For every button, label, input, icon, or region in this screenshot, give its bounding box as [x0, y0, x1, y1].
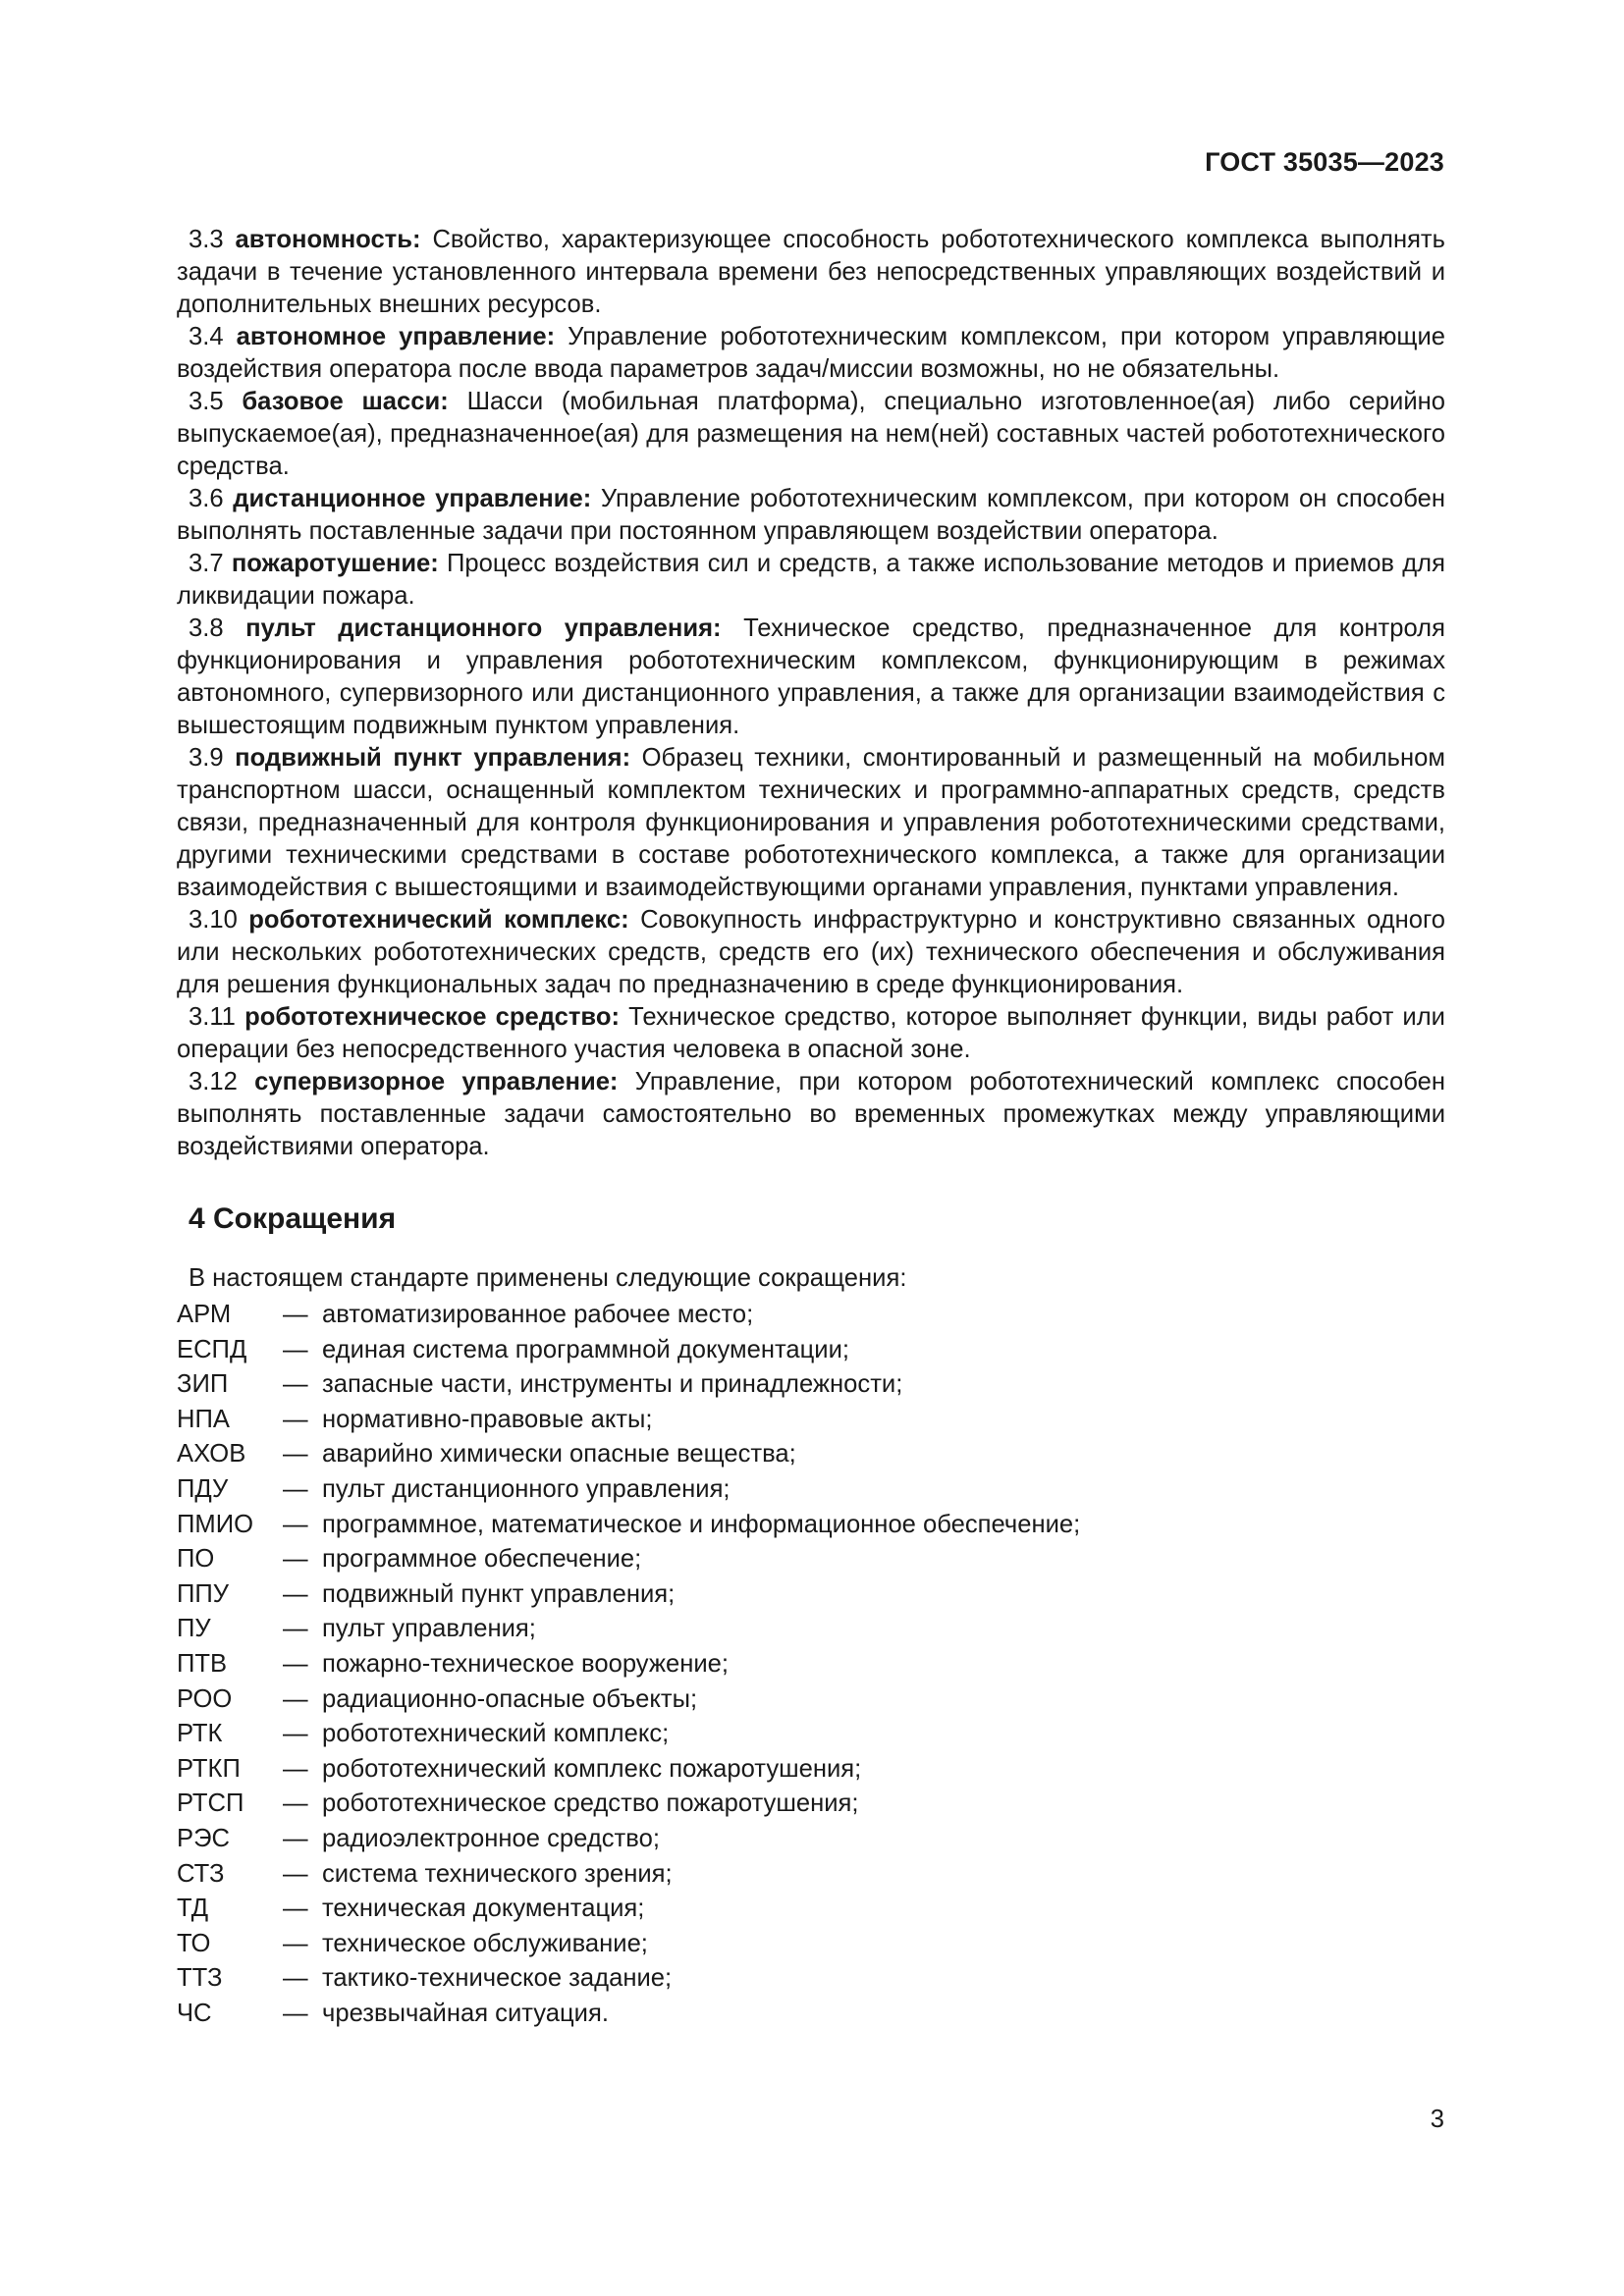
abbreviation-definition: робототехническое средство пожаротушения; — [322, 1789, 859, 1818]
abbreviation-row — [177, 1752, 1445, 1788]
term-number: 3.7 — [189, 550, 224, 577]
abbreviation-dash: — — [283, 1824, 308, 1852]
term-definition: Управление, при котором робототехнический комплекс способен выполнять поставленные задачи самостоятельно во временных промежутках между управляющими воздействиями оператора. — [177, 1068, 1445, 1160]
abbreviation-row — [177, 1542, 1445, 1577]
abbreviation-code: ТД — [177, 1895, 209, 1923]
abbreviation-dash: — — [283, 1895, 308, 1923]
abbreviation-definition: система технического зрения; — [322, 1859, 673, 1888]
abbreviation-row — [177, 1682, 1445, 1718]
abbreviation-code: СТЗ — [177, 1859, 225, 1888]
abbreviation-row — [177, 1997, 1445, 2032]
term-definition: Шасси (мобильная платформа), специально изготовленное(ая) либо серийно выпускаемое(ая), предназначенное(ая) для размещения на нем(ней) составных частей робототехнического средства. — [177, 388, 1445, 480]
abbreviation-row — [177, 1333, 1445, 1368]
abbreviation-code: ППУ — [177, 1579, 230, 1608]
abbreviation-row — [177, 1612, 1445, 1647]
abbreviation-dash: — — [283, 1649, 308, 1678]
term-entry — [177, 1066, 1445, 1163]
abbreviation-dash: — — [283, 1720, 308, 1748]
abbreviation-definition: тактико-техническое задание; — [322, 1964, 673, 1993]
abbreviation-code: АХОВ — [177, 1440, 246, 1468]
section-title: 4 Сокращения — [189, 1202, 397, 1235]
abbreviation-code: ЧС — [177, 1999, 212, 2027]
term-definition: Техническое средство, которое выполняет функции, виды работ или операции без непосредственного участия человека в опасной зоне. — [177, 1003, 1445, 1063]
term-entry — [177, 483, 1445, 548]
abbreviation-definition: программное, математическое и информационное обеспечение; — [322, 1510, 1081, 1538]
abbreviation-code: РТСП — [177, 1789, 244, 1818]
abbreviation-dash: — — [283, 1440, 308, 1468]
abbreviation-code: ПТВ — [177, 1649, 228, 1678]
abbreviation-dash: — — [283, 1859, 308, 1888]
term-definition: Свойство, характеризующее способность робототехнического комплекса выполнять задачи в течение установленного интервала времени без непосредственных управляющих воздействий и дополнительных внешних ресурсов. — [177, 226, 1445, 318]
term-name: робототехнический комплекс: — [248, 906, 629, 934]
abbreviation-code: РОО — [177, 1684, 233, 1713]
abbreviation-row — [177, 1472, 1445, 1508]
page-number: 3 — [1430, 2106, 1444, 2133]
abbreviation-code: НПА — [177, 1405, 230, 1433]
abbreviation-definition: единая система программной документации; — [322, 1335, 849, 1363]
abbreviation-definition: радиационно-опасные объекты; — [322, 1684, 698, 1713]
term-entry — [177, 386, 1445, 483]
term-name: робототехническое средство: — [244, 1003, 620, 1031]
abbreviation-code: ЗИП — [177, 1370, 229, 1399]
term-name: базовое шасси: — [242, 388, 449, 415]
term-number: 3.11 — [189, 1003, 236, 1031]
term-name: пожаротушение: — [231, 550, 439, 577]
term-number: 3.3 — [189, 226, 224, 253]
abbreviation-row — [177, 1647, 1445, 1682]
term-entry — [177, 1001, 1445, 1066]
abbreviation-dash: — — [283, 1545, 308, 1574]
term-name: супервизорное управление: — [254, 1068, 619, 1095]
abbreviation-code: ПУ — [177, 1615, 211, 1643]
term-number: 3.4 — [189, 323, 224, 350]
section-intro: В настоящем стандарте применены следующие сокращения: — [189, 1264, 907, 1292]
abbreviation-row — [177, 1787, 1445, 1822]
terms-list — [177, 224, 1445, 1163]
standard-designation: ГОСТ 35035—2023 — [1205, 147, 1444, 177]
abbreviation-code: ПДУ — [177, 1474, 229, 1503]
abbreviation-code: ПМИО — [177, 1510, 254, 1538]
abbreviation-row — [177, 1927, 1445, 1962]
abbreviation-dash: — — [283, 1789, 308, 1818]
abbreviation-code: РТК — [177, 1720, 223, 1748]
term-name: подвижный пункт управления: — [235, 744, 631, 772]
abbreviation-row — [177, 1508, 1445, 1543]
abbreviation-dash: — — [283, 1964, 308, 1993]
term-definition: Техническое средство, предназначенное для контроля функционирования и управления робототехническим комплексом, функционирующим в режимах автономного, супервизорного или дистанционного управления, а также для организации взаимодействия с вышестоящим подвижным пунктом управления. — [177, 614, 1445, 739]
abbreviation-definition: техническая документация; — [322, 1895, 645, 1923]
abbreviation-dash: — — [283, 1510, 308, 1538]
page-content — [177, 224, 1445, 2031]
abbreviation-definition: автоматизированное рабочее место; — [322, 1301, 754, 1328]
term-entry — [177, 548, 1445, 613]
term-definition: Образец техники, смонтированный и размещенный на мобильном транспортном шасси, оснащенный комплектом технических и программно-аппаратных средств, средств связи, предназначенный для контроля функционирования и управления робототехническими средствами, другими техническими средствами в составе робототехнического комплекса, а также для организации взаимодействия с вышестоящими и взаимодействующими органами управления, пунктами управления. — [177, 744, 1445, 901]
abbreviation-dash: — — [283, 1754, 308, 1783]
abbreviation-code: ЕСПД — [177, 1335, 247, 1363]
abbreviation-definition: пульт дистанционного управления; — [322, 1474, 731, 1503]
abbreviation-row — [177, 1403, 1445, 1438]
abbreviation-row — [177, 1717, 1445, 1752]
term-name: пульт дистанционного управления: — [245, 614, 722, 642]
term-definition: Управление робототехническим комплексом, при котором он способен выполнять поставленные задачи при постоянном управляющем воздействии оператора. — [177, 485, 1445, 545]
abbreviation-definition: программное обеспечение; — [322, 1545, 642, 1574]
term-number: 3.9 — [189, 744, 224, 772]
abbreviation-code: РЭС — [177, 1824, 230, 1852]
abbreviation-definition: нормативно-правовые акты; — [322, 1405, 653, 1433]
term-entry — [177, 613, 1445, 742]
term-definition: Процесс воздействия сил и средств, а также использование методов и приемов для ликвидации пожара. — [177, 550, 1445, 610]
abbreviation-definition: подвижный пункт управления; — [322, 1579, 676, 1608]
abbreviation-dash: — — [283, 1684, 308, 1713]
abbreviation-row — [177, 1298, 1445, 1333]
abbreviation-code: ТО — [177, 1929, 211, 1957]
term-definition: Управление робототехническим комплексом, при котором управляющие воздействия оператора после ввода параметров задач/миссии возможны, но не обязательны. — [177, 323, 1445, 383]
abbreviation-dash: — — [283, 1999, 308, 2027]
abbreviation-definition: аварийно химически опасные вещества; — [322, 1440, 796, 1468]
term-definition: Совокупность инфраструктурно и конструктивно связанных одного или нескольких робототехнических средств, средств его (их) технического обеспечения и обслуживания для решения функциональных задач по предназначению в среде функционирования. — [177, 906, 1445, 998]
term-number: 3.10 — [189, 906, 238, 934]
abbreviation-row — [177, 1857, 1445, 1893]
term-name: автономное управление: — [236, 323, 556, 350]
abbreviation-row — [177, 1892, 1445, 1927]
abbreviation-row — [177, 1822, 1445, 1857]
abbreviations-list — [177, 1298, 1445, 2031]
term-number: 3.12 — [189, 1068, 238, 1095]
abbreviation-code: АРМ — [177, 1301, 232, 1328]
abbreviation-row — [177, 1367, 1445, 1403]
term-entry — [177, 904, 1445, 1001]
abbreviation-definition: пульт управления; — [322, 1615, 536, 1643]
abbreviation-dash: — — [283, 1579, 308, 1608]
abbreviation-row — [177, 1961, 1445, 1997]
abbreviation-dash: — — [283, 1474, 308, 1503]
term-number: 3.6 — [189, 485, 224, 512]
term-entry — [177, 224, 1445, 321]
abbreviation-row — [177, 1577, 1445, 1613]
term-name: автономность: — [235, 226, 421, 253]
abbreviation-definition: запасные части, инструменты и принадлежности; — [322, 1370, 903, 1399]
abbreviation-dash: — — [283, 1370, 308, 1399]
term-number: 3.5 — [189, 388, 224, 415]
term-number: 3.8 — [189, 614, 224, 642]
abbreviation-dash: — — [283, 1929, 308, 1957]
abbreviation-definition: чрезвычайная ситуация. — [322, 1999, 609, 2027]
abbreviation-dash: — — [283, 1615, 308, 1643]
abbreviation-dash: — — [283, 1301, 308, 1328]
abbreviation-code: РТКП — [177, 1754, 241, 1783]
abbreviation-definition: робототехнический комплекс пожаротушения; — [322, 1754, 862, 1783]
term-entry — [177, 742, 1445, 904]
abbreviation-definition: радиоэлектронное средство; — [322, 1824, 660, 1852]
abbreviation-code: ПО — [177, 1545, 215, 1574]
term-entry — [177, 321, 1445, 386]
abbreviation-definition: техническое обслуживание; — [322, 1929, 648, 1957]
abbreviation-row — [177, 1437, 1445, 1472]
abbreviation-dash: — — [283, 1405, 308, 1433]
abbreviation-code: ТТЗ — [177, 1964, 223, 1993]
abbreviation-dash: — — [283, 1335, 308, 1363]
abbreviation-definition: робототехнический комплекс; — [322, 1720, 670, 1748]
term-name: дистанционное управление: — [233, 485, 592, 512]
abbreviation-definition: пожарно-техническое вооружение; — [322, 1649, 729, 1678]
